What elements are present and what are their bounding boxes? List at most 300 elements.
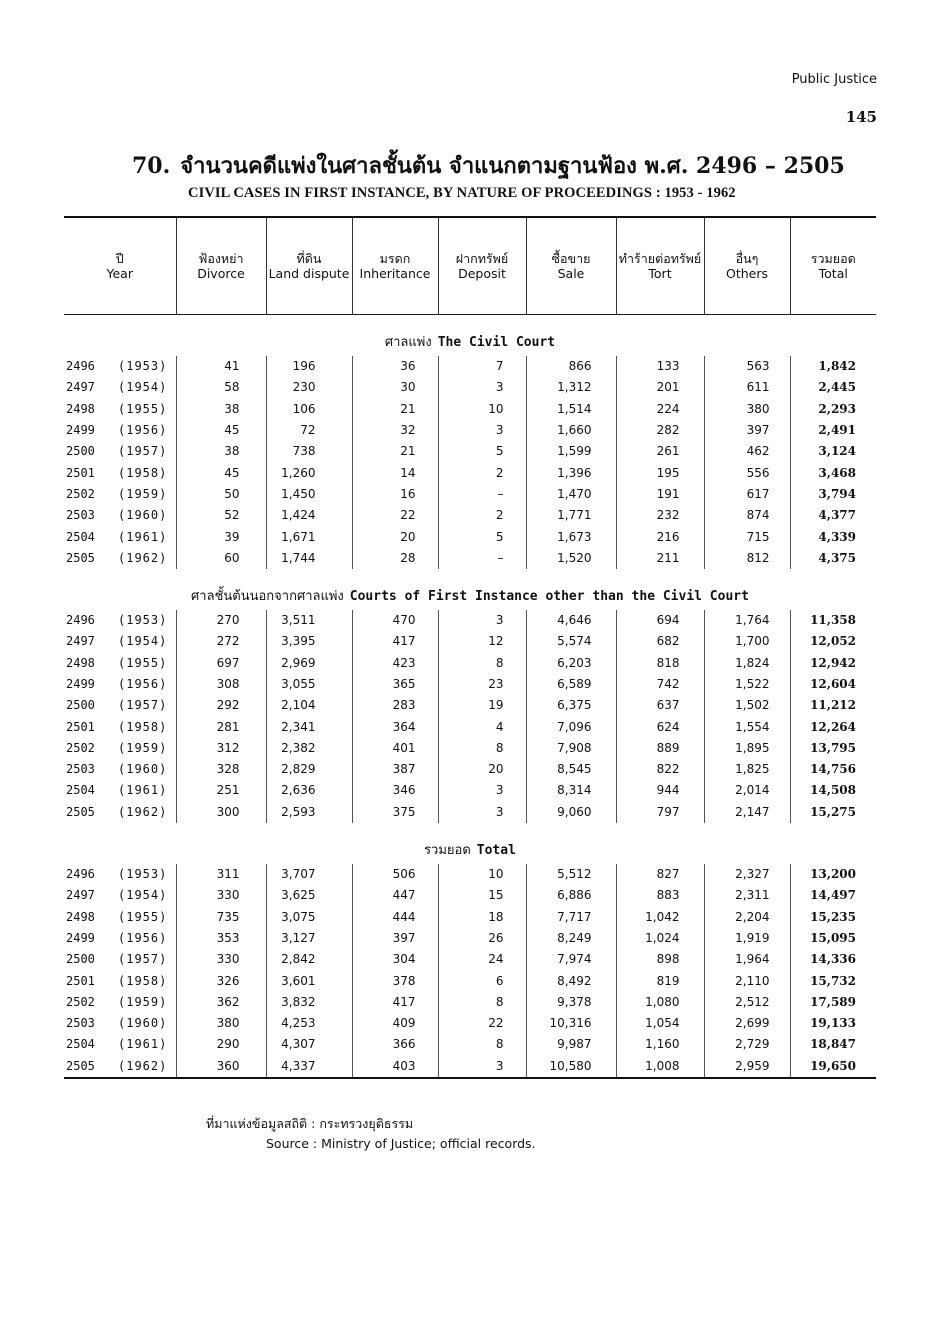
column-header-deposit xyxy=(438,217,526,315)
cell-land: 4,253 xyxy=(266,1013,352,1034)
year-cell xyxy=(64,356,176,377)
column-header-inheritance xyxy=(352,217,438,315)
table-body xyxy=(64,315,876,1078)
cell-tort: 1,024 xyxy=(616,928,704,949)
year-common-era: (1954) xyxy=(118,634,168,649)
cell-tort: 211 xyxy=(616,548,704,569)
cell-total: 2,491 xyxy=(790,420,876,441)
cell-deposit: 23 xyxy=(438,674,526,695)
cell-divorce: 328 xyxy=(176,759,266,780)
cell-deposit: – xyxy=(438,548,526,569)
table-row xyxy=(64,970,876,991)
cell-total: 3,468 xyxy=(790,462,876,483)
cell-others: 1,895 xyxy=(704,738,790,759)
cell-sale: 6,375 xyxy=(526,695,616,716)
table-row xyxy=(64,399,876,420)
table-row xyxy=(64,484,876,505)
cell-others: 1,700 xyxy=(704,631,790,652)
cell-sale: 1,673 xyxy=(526,526,616,547)
year-buddhist-era: 2505 xyxy=(66,804,95,819)
cell-land: 106 xyxy=(266,399,352,420)
column-header-tort xyxy=(616,217,704,315)
cell-inheritance: 36 xyxy=(352,356,438,377)
cell-others: 1,964 xyxy=(704,949,790,970)
cell-land: 2,593 xyxy=(266,802,352,823)
cell-total: 18,847 xyxy=(790,1034,876,1055)
year-cell xyxy=(64,462,176,483)
year-cell xyxy=(64,1056,176,1078)
cell-deposit: 3 xyxy=(438,420,526,441)
cell-tort: 1,054 xyxy=(616,1013,704,1034)
cell-tort: 682 xyxy=(616,631,704,652)
cell-total: 4,377 xyxy=(790,505,876,526)
cell-land: 2,842 xyxy=(266,949,352,970)
cell-others: 1,825 xyxy=(704,759,790,780)
cell-sale: 1,599 xyxy=(526,441,616,462)
year-common-era: (1962) xyxy=(118,1058,168,1073)
cell-tort: 883 xyxy=(616,885,704,906)
year-common-era: (1958) xyxy=(118,973,168,988)
year-cell xyxy=(64,970,176,991)
cell-divorce: 270 xyxy=(176,610,266,631)
year-cell xyxy=(64,526,176,547)
column-header-english: Year xyxy=(106,266,133,281)
column-header-land-dispute xyxy=(266,217,352,315)
table-row xyxy=(64,928,876,949)
table-row xyxy=(64,610,876,631)
cell-others: 1,764 xyxy=(704,610,790,631)
cell-deposit: 4 xyxy=(438,716,526,737)
year-cell xyxy=(64,907,176,928)
cell-inheritance: 16 xyxy=(352,484,438,505)
cell-divorce: 353 xyxy=(176,928,266,949)
column-header-sale xyxy=(526,217,616,315)
cell-land: 3,625 xyxy=(266,885,352,906)
year-common-era: (1955) xyxy=(118,655,168,670)
cell-deposit: 8 xyxy=(438,1034,526,1055)
table-row xyxy=(64,759,876,780)
table-row xyxy=(64,548,876,569)
cell-others: 2,512 xyxy=(704,992,790,1013)
cell-total: 19,133 xyxy=(790,1013,876,1034)
cell-land: 4,307 xyxy=(266,1034,352,1055)
cell-divorce: 330 xyxy=(176,885,266,906)
cell-tort: 898 xyxy=(616,949,704,970)
cell-inheritance: 417 xyxy=(352,992,438,1013)
year-cell xyxy=(64,441,176,462)
cell-others: 1,554 xyxy=(704,716,790,737)
cell-inheritance: 506 xyxy=(352,864,438,885)
cell-land: 3,055 xyxy=(266,674,352,695)
year-buddhist-era: 2498 xyxy=(66,655,95,670)
column-header-thai: มรดก xyxy=(379,251,411,266)
column-header-others xyxy=(704,217,790,315)
cell-sale: 8,492 xyxy=(526,970,616,991)
year-buddhist-era: 2501 xyxy=(66,719,95,734)
year-common-era: (1961) xyxy=(118,783,168,798)
column-header-thai: ทำร้ายต่อทรัพย์ xyxy=(618,251,702,266)
cell-divorce: 362 xyxy=(176,992,266,1013)
column-header-english: Deposit xyxy=(458,266,506,281)
year-cell xyxy=(64,780,176,801)
year-cell xyxy=(64,992,176,1013)
section-heading-english: Courts of First Instance other than the Civil Court xyxy=(349,588,749,604)
cell-tort: 1,008 xyxy=(616,1056,704,1078)
table-row xyxy=(64,738,876,759)
cell-total: 2,445 xyxy=(790,377,876,398)
cell-divorce: 281 xyxy=(176,716,266,737)
cell-total: 2,293 xyxy=(790,399,876,420)
cell-land: 230 xyxy=(266,377,352,398)
cell-tort: 195 xyxy=(616,462,704,483)
year-common-era: (1959) xyxy=(118,486,168,501)
cell-others: 812 xyxy=(704,548,790,569)
cell-others: 397 xyxy=(704,420,790,441)
table-row xyxy=(64,441,876,462)
cell-divorce: 735 xyxy=(176,907,266,928)
cell-others: 2,959 xyxy=(704,1056,790,1078)
cell-inheritance: 403 xyxy=(352,1056,438,1078)
year-buddhist-era: 2503 xyxy=(66,1016,95,1031)
cell-deposit: 3 xyxy=(438,377,526,398)
cell-inheritance: 20 xyxy=(352,526,438,547)
cell-sale: 6,589 xyxy=(526,674,616,695)
column-header-thai: ที่ดิน xyxy=(296,251,322,266)
year-common-era: (1956) xyxy=(118,930,168,945)
year-buddhist-era: 2502 xyxy=(66,740,95,755)
cell-divorce: 272 xyxy=(176,631,266,652)
cell-divorce: 697 xyxy=(176,653,266,674)
year-cell xyxy=(64,484,176,505)
cell-tort: 1,042 xyxy=(616,907,704,928)
cell-land: 1,260 xyxy=(266,462,352,483)
cell-land: 196 xyxy=(266,356,352,377)
column-header-thai: ฝากทรัพย์ xyxy=(455,251,509,266)
year-cell xyxy=(64,1013,176,1034)
cell-divorce: 300 xyxy=(176,802,266,823)
year-buddhist-era: 2504 xyxy=(66,529,95,544)
cell-sale: 7,908 xyxy=(526,738,616,759)
table-row xyxy=(64,802,876,823)
cell-tort: 818 xyxy=(616,653,704,674)
year-cell xyxy=(64,949,176,970)
cell-tort: 742 xyxy=(616,674,704,695)
running-head: Public Justice xyxy=(791,72,877,87)
cell-inheritance: 32 xyxy=(352,420,438,441)
cell-sale: 10,316 xyxy=(526,1013,616,1034)
cell-deposit: 12 xyxy=(438,631,526,652)
cell-tort: 637 xyxy=(616,695,704,716)
year-common-era: (1960) xyxy=(118,508,168,523)
column-header-year xyxy=(64,217,176,315)
section-heading xyxy=(64,823,876,864)
year-common-era: (1957) xyxy=(118,698,168,713)
year-common-era: (1955) xyxy=(118,401,168,416)
cell-divorce: 50 xyxy=(176,484,266,505)
column-header-thai: รวมยอด xyxy=(810,251,856,266)
year-cell xyxy=(64,738,176,759)
cell-deposit: 10 xyxy=(438,399,526,420)
cell-sale: 1,312 xyxy=(526,377,616,398)
table-row xyxy=(64,505,876,526)
cell-sale: 5,512 xyxy=(526,864,616,885)
table-row xyxy=(64,949,876,970)
cell-total: 1,842 xyxy=(790,356,876,377)
cell-divorce: 58 xyxy=(176,377,266,398)
section-heading-row xyxy=(64,315,876,357)
cell-total: 4,375 xyxy=(790,548,876,569)
year-cell xyxy=(64,610,176,631)
cell-others: 2,110 xyxy=(704,970,790,991)
cell-inheritance: 397 xyxy=(352,928,438,949)
column-header-english: Tort xyxy=(648,266,672,281)
source-note xyxy=(206,1114,536,1154)
cell-divorce: 45 xyxy=(176,420,266,441)
cell-tort: 261 xyxy=(616,441,704,462)
cell-divorce: 41 xyxy=(176,356,266,377)
cell-inheritance: 401 xyxy=(352,738,438,759)
table-title-english: CIVIL CASES IN FIRST INSTANCE, BY NATURE OF PROCEEDINGS : 1953 - 1962 xyxy=(188,185,736,201)
cell-land: 3,127 xyxy=(266,928,352,949)
section-heading-row xyxy=(64,569,876,610)
year-buddhist-era: 2498 xyxy=(66,909,95,924)
cell-tort: 944 xyxy=(616,780,704,801)
cell-sale: 1,771 xyxy=(526,505,616,526)
cell-others: 380 xyxy=(704,399,790,420)
cell-divorce: 311 xyxy=(176,864,266,885)
cell-deposit: 18 xyxy=(438,907,526,928)
table-row xyxy=(64,631,876,652)
cell-sale: 1,660 xyxy=(526,420,616,441)
year-common-era: (1956) xyxy=(118,423,168,438)
cell-deposit: 3 xyxy=(438,610,526,631)
column-header-english: Inheritance xyxy=(359,266,431,281)
cell-divorce: 251 xyxy=(176,780,266,801)
year-buddhist-era: 2497 xyxy=(66,634,95,649)
cell-sale: 1,520 xyxy=(526,548,616,569)
year-cell xyxy=(64,864,176,885)
section-heading-english: Total xyxy=(476,842,516,858)
table-number: 70. xyxy=(132,153,171,179)
cell-land: 1,744 xyxy=(266,548,352,569)
column-header-divorce xyxy=(176,217,266,315)
cell-total: 13,795 xyxy=(790,738,876,759)
header-row xyxy=(64,217,876,315)
section-heading-row xyxy=(64,823,876,864)
cell-inheritance: 364 xyxy=(352,716,438,737)
section-heading-thai: ศาลชั้นต้นนอกจากศาลแพ่ง xyxy=(191,588,344,604)
cell-sale: 6,203 xyxy=(526,653,616,674)
section-heading-thai: ศาลแพ่ง xyxy=(384,335,432,350)
year-cell xyxy=(64,631,176,652)
cell-sale: 8,249 xyxy=(526,928,616,949)
cell-sale: 9,987 xyxy=(526,1034,616,1055)
cell-sale: 866 xyxy=(526,356,616,377)
year-buddhist-era: 2504 xyxy=(66,1037,95,1052)
cell-others: 462 xyxy=(704,441,790,462)
source-english: Source : Ministry of Justice; official records. xyxy=(266,1136,536,1151)
cell-inheritance: 387 xyxy=(352,759,438,780)
table-row xyxy=(64,716,876,737)
year-buddhist-era: 2503 xyxy=(66,762,95,777)
year-buddhist-era: 2503 xyxy=(66,508,95,523)
table-row xyxy=(64,1034,876,1055)
section-heading-english: The Civil Court xyxy=(437,335,556,350)
year-common-era: (1954) xyxy=(118,888,168,903)
title-thai-text: จำนวนคดีแพ่งในศาลชั้นต้น จำแนกตามฐานฟ้อง พ.ศ. 2496 – 2505 xyxy=(180,153,845,179)
section-heading xyxy=(64,315,876,357)
year-cell xyxy=(64,674,176,695)
cell-deposit: 6 xyxy=(438,970,526,991)
cell-others: 2,014 xyxy=(704,780,790,801)
year-buddhist-era: 2500 xyxy=(66,444,95,459)
year-buddhist-era: 2501 xyxy=(66,973,95,988)
column-header-english: Others xyxy=(725,266,768,281)
cell-land: 3,707 xyxy=(266,864,352,885)
cell-divorce: 360 xyxy=(176,1056,266,1078)
cell-deposit: 8 xyxy=(438,738,526,759)
year-common-era: (1959) xyxy=(118,994,168,1009)
cell-deposit: 24 xyxy=(438,949,526,970)
column-header-total xyxy=(790,217,876,315)
cell-tort: 827 xyxy=(616,864,704,885)
cell-land: 3,832 xyxy=(266,992,352,1013)
cell-inheritance: 444 xyxy=(352,907,438,928)
column-header-thai: ซื้อขาย xyxy=(551,251,591,266)
column-header-thai: อื่นๆ xyxy=(735,251,759,266)
cell-total: 11,212 xyxy=(790,695,876,716)
cell-sale: 9,378 xyxy=(526,992,616,1013)
cell-tort: 822 xyxy=(616,759,704,780)
year-buddhist-era: 2498 xyxy=(66,401,95,416)
cell-inheritance: 21 xyxy=(352,399,438,420)
table-row xyxy=(64,1013,876,1034)
year-cell xyxy=(64,928,176,949)
year-common-era: (1962) xyxy=(118,550,168,565)
cell-total: 12,604 xyxy=(790,674,876,695)
cell-deposit: 19 xyxy=(438,695,526,716)
cell-others: 1,522 xyxy=(704,674,790,695)
cell-total: 14,497 xyxy=(790,885,876,906)
year-buddhist-era: 2499 xyxy=(66,930,95,945)
cell-others: 2,311 xyxy=(704,885,790,906)
cell-others: 611 xyxy=(704,377,790,398)
cell-land: 1,450 xyxy=(266,484,352,505)
cell-divorce: 380 xyxy=(176,1013,266,1034)
year-buddhist-era: 2500 xyxy=(66,952,95,967)
cell-land: 2,636 xyxy=(266,780,352,801)
cell-deposit: 8 xyxy=(438,992,526,1013)
cell-divorce: 292 xyxy=(176,695,266,716)
cell-deposit: 15 xyxy=(438,885,526,906)
cell-land: 1,671 xyxy=(266,526,352,547)
cell-total: 15,732 xyxy=(790,970,876,991)
table-row xyxy=(64,992,876,1013)
cell-land: 2,382 xyxy=(266,738,352,759)
cell-others: 617 xyxy=(704,484,790,505)
year-common-era: (1961) xyxy=(118,1037,168,1052)
column-header-english: Sale xyxy=(557,266,585,281)
cell-inheritance: 28 xyxy=(352,548,438,569)
cell-sale: 7,974 xyxy=(526,949,616,970)
table-row xyxy=(64,1056,876,1078)
cell-total: 19,650 xyxy=(790,1056,876,1078)
cell-divorce: 45 xyxy=(176,462,266,483)
table-title-thai xyxy=(132,148,845,183)
source-thai: ที่มาแห่งข้อมูลสถิติ : กระทรวงยุติธรรม xyxy=(206,1116,414,1131)
cell-deposit: 3 xyxy=(438,1056,526,1078)
year-cell xyxy=(64,1034,176,1055)
cell-sale: 7,096 xyxy=(526,716,616,737)
year-buddhist-era: 2502 xyxy=(66,994,95,1009)
cell-deposit: 3 xyxy=(438,780,526,801)
cell-divorce: 60 xyxy=(176,548,266,569)
year-buddhist-era: 2497 xyxy=(66,888,95,903)
cell-land: 3,075 xyxy=(266,907,352,928)
cell-sale: 9,060 xyxy=(526,802,616,823)
cell-land: 738 xyxy=(266,441,352,462)
cell-others: 1,824 xyxy=(704,653,790,674)
civil-cases-table-wrap xyxy=(64,216,876,1079)
year-common-era: (1962) xyxy=(118,804,168,819)
year-common-era: (1956) xyxy=(118,677,168,691)
cell-inheritance: 30 xyxy=(352,377,438,398)
cell-others: 2,147 xyxy=(704,802,790,823)
cell-total: 15,235 xyxy=(790,907,876,928)
civil-cases-table xyxy=(64,216,876,1079)
cell-inheritance: 366 xyxy=(352,1034,438,1055)
year-cell xyxy=(64,653,176,674)
table-row xyxy=(64,653,876,674)
cell-sale: 1,514 xyxy=(526,399,616,420)
cell-total: 12,264 xyxy=(790,716,876,737)
year-buddhist-era: 2505 xyxy=(66,1058,95,1073)
cell-total: 14,508 xyxy=(790,780,876,801)
cell-divorce: 39 xyxy=(176,526,266,547)
page-number: 145 xyxy=(845,108,877,126)
cell-others: 1,502 xyxy=(704,695,790,716)
cell-deposit: 5 xyxy=(438,441,526,462)
column-header-thai: ปี xyxy=(115,251,124,266)
cell-deposit: 2 xyxy=(438,462,526,483)
cell-total: 3,124 xyxy=(790,441,876,462)
table-row xyxy=(64,780,876,801)
year-cell xyxy=(64,377,176,398)
cell-inheritance: 378 xyxy=(352,970,438,991)
cell-divorce: 38 xyxy=(176,399,266,420)
cell-deposit: 20 xyxy=(438,759,526,780)
cell-total: 11,358 xyxy=(790,610,876,631)
cell-sale: 1,396 xyxy=(526,462,616,483)
table-row xyxy=(64,526,876,547)
year-buddhist-era: 2505 xyxy=(66,550,95,565)
cell-divorce: 330 xyxy=(176,949,266,970)
table-row xyxy=(64,674,876,695)
cell-total: 14,336 xyxy=(790,949,876,970)
table-row xyxy=(64,356,876,377)
cell-inheritance: 423 xyxy=(352,653,438,674)
cell-total: 12,942 xyxy=(790,653,876,674)
cell-inheritance: 375 xyxy=(352,802,438,823)
year-buddhist-era: 2499 xyxy=(66,423,95,438)
table-row xyxy=(64,885,876,906)
year-cell xyxy=(64,802,176,823)
cell-sale: 7,717 xyxy=(526,907,616,928)
cell-inheritance: 417 xyxy=(352,631,438,652)
cell-sale: 8,545 xyxy=(526,759,616,780)
section-heading-thai: รวมยอด xyxy=(424,842,471,858)
cell-deposit: 3 xyxy=(438,802,526,823)
